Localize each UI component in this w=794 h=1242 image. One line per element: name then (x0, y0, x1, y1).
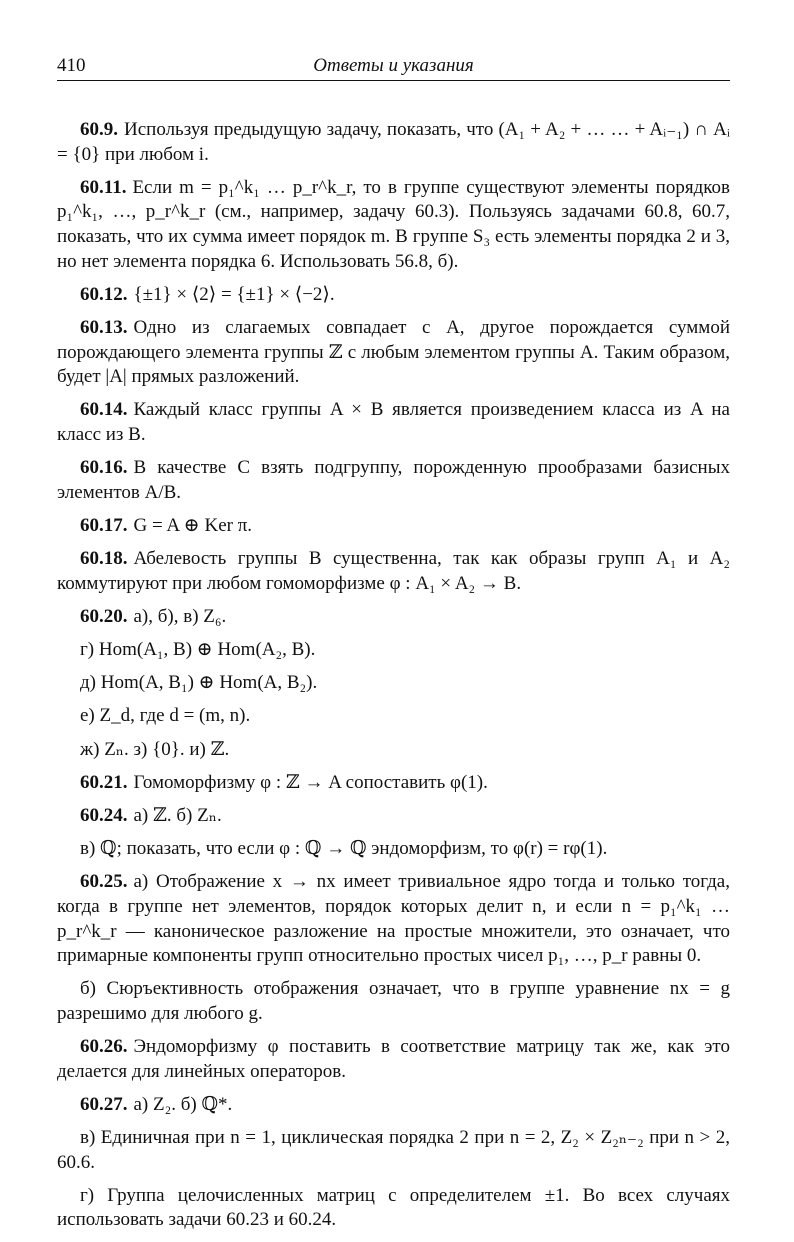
answer-text: Используя предыдущую задачу, показать, что (A₁ + A₂ + … … + Aᵢ₋₁) ∩ Aᵢ = {0} при любом i. (57, 119, 730, 165)
answer-entry (57, 704, 730, 729)
answer-text: г) Группа целочисленных матриц с определителем ±1. Во всех случаях использовать задачи 60.23 и 60.24. (57, 1184, 730, 1231)
problem-number: 60.26. (80, 1036, 128, 1058)
answer-entry (57, 283, 730, 308)
problem-number: 60.12. (80, 283, 128, 305)
problem-number: 60.24. (80, 804, 128, 826)
answer-text: в) Единичная при n = 1, циклическая порядка 2 при n = 2, Z₂ × Z₂ₙ₋₂ при n > 2, 60.6. (57, 1127, 730, 1173)
answer-entry (57, 738, 730, 763)
answer-text: а) Z₂. б) ℚ*. (133, 1093, 233, 1115)
problem-number: 60.11. (80, 176, 127, 198)
answer-entry (57, 456, 730, 505)
answer-entry (57, 804, 730, 829)
problem-number: 60.13. (80, 316, 128, 338)
answer-entry (57, 771, 730, 796)
answer-entry (57, 1035, 730, 1084)
answer-text: {±1} × ⟨2⟩ = {±1} × ⟨−2⟩. (133, 283, 335, 305)
answer-text: а) Отображение x → nx имеет тривиальное ядро тогда и только тогда, когда в группе нет элементов, порядок которых делит n, и если n = p₁^k₁ … p_r^k_r — каноническое разложение на простые множители, это означает, что примарные компоненты групп относительно простых чисел p₁, …, p_r равны 0. (57, 871, 730, 967)
answer-entry (57, 837, 730, 862)
answer-text: в) ℚ; показать, что если φ : ℚ → ℚ эндоморфизм, то φ(r) = rφ(1). (80, 838, 608, 860)
answer-entry (57, 870, 730, 968)
answer-entry (57, 398, 730, 447)
answer-text: Гомоморфизму φ : ℤ → A сопоставить φ(1). (133, 771, 488, 793)
problem-number: 60.18. (80, 548, 128, 570)
problem-number: 60.14. (80, 399, 128, 421)
answer-entry (57, 977, 730, 1026)
answer-text: Одно из слагаемых совпадает с A, другое порождается суммой порождающего элемента группы ℤ с любым элементом группы A. Таким образом, будет |A| прямых разложений. (57, 316, 730, 388)
answer-entry (57, 1126, 730, 1175)
page-header (57, 55, 730, 81)
answer-entry (57, 514, 730, 539)
answer-entry (57, 605, 730, 630)
problem-number: 60.21. (80, 771, 128, 793)
answer-text: Абелевость группы B существенна, так как образы групп A₁ и A₂ коммутируют при любом гомоморфизме φ : A₁ × A₂ → B. (57, 548, 730, 594)
answer-text: Каждый класс группы A × B является произведением класса из A на класс из B. (57, 399, 730, 445)
answer-entry (57, 316, 730, 390)
answer-entry (57, 176, 730, 274)
answer-entry (57, 1184, 730, 1233)
problem-number: 60.17. (80, 514, 128, 536)
answer-entry (57, 547, 730, 596)
problem-number: 60.27. (80, 1093, 128, 1115)
answer-text: е) Z_d, где d = (m, n). (80, 705, 251, 727)
answer-text: G = A ⊕ Ker π. (133, 514, 253, 536)
answer-text: г) Hom(A₁, B) ⊕ Hom(A₂, B). (80, 639, 316, 661)
page-number: 410 (57, 55, 86, 76)
problem-number: 60.9. (80, 119, 118, 140)
answer-entry (57, 638, 730, 663)
answer-entry (57, 671, 730, 696)
answer-text: Если m = p₁^k₁ … p_r^k_r, то в группе существуют элементы порядков p₁^k₁, …, p_r^k_r (см., например, задачу 60.3). Пользуясь задачами 60.8, 60.7, показать, что их сумма имеет порядок m. В группе S₃ есть элементы порядка 2 и 3, но нет элемента порядка 6. Использовать 56.8, б). (57, 176, 730, 272)
problem-number: 60.20. (80, 605, 128, 627)
answer-text: ж) Zₙ. з) {0}. и) ℤ. (80, 738, 230, 760)
problem-number: 60.25. (80, 871, 128, 893)
answer-text: д) Hom(A, B₁) ⊕ Hom(A, B₂). (80, 672, 318, 694)
answer-entry (57, 118, 730, 167)
answer-text: а) ℤ. б) Zₙ. (133, 804, 222, 826)
answer-text: В качестве C взять подгруппу, порожденную прообразами базисных элементов A/B. (57, 457, 730, 503)
answer-text: а), б), в) Z₆. (133, 605, 227, 627)
answers-body (57, 118, 730, 1242)
answer-text: Эндоморфизму φ поставить в соответствие матрицу так же, как это делается для линейных операторов. (57, 1036, 730, 1082)
answer-text: б) Сюръективность отображения означает, что в группе уравнение nx = g разрешимо для любого g. (57, 978, 730, 1024)
problem-number: 60.16. (80, 457, 128, 479)
answer-entry (57, 1093, 730, 1118)
running-title: Ответы и указания (313, 55, 474, 76)
